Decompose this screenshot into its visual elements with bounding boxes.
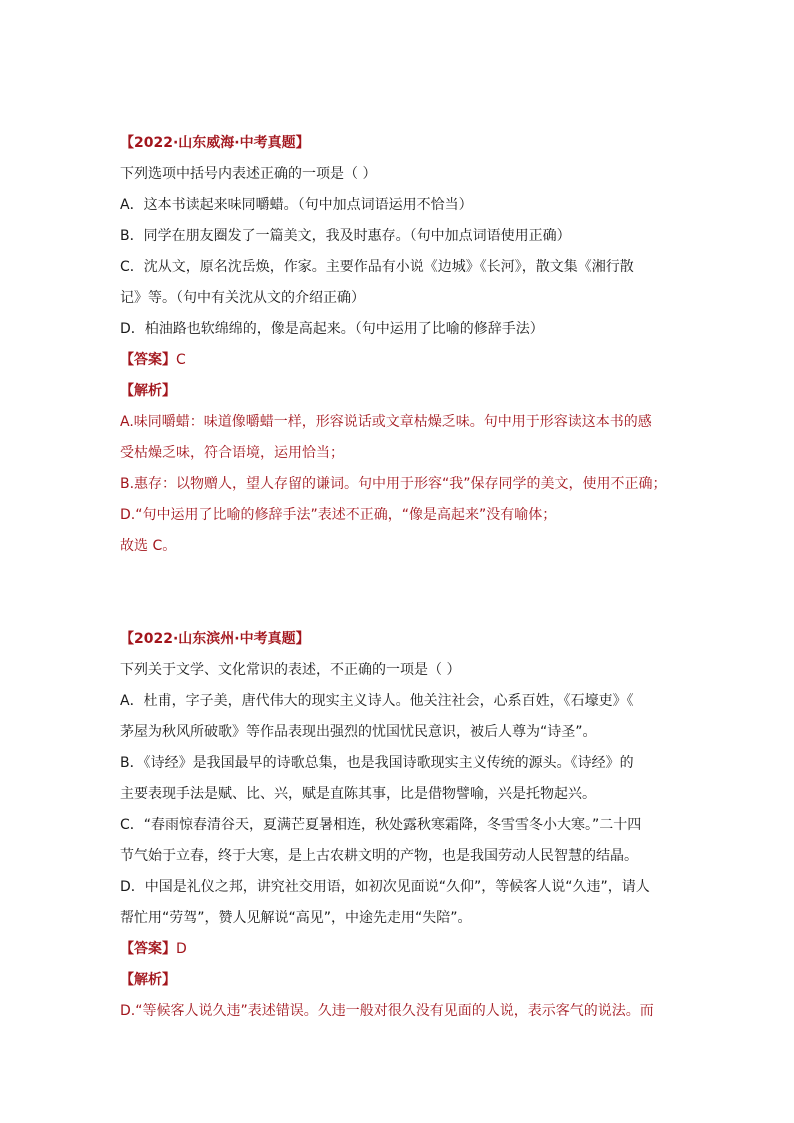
question-1-analysis-label: 【解析】 [120, 383, 176, 399]
question-2-answer [120, 934, 678, 965]
question-1-option-b: B．同学在朋友圈发了一篇美文，我及时惠存。（句中加点词语使用正确） [120, 228, 571, 244]
question-1-source-heading: 【2022·山东威海·中考真题】 [120, 135, 310, 151]
question-1-option-a: A．这本书读起来味同嚼蜡。（句中加点词语运用不恰当） [120, 197, 473, 213]
question-1-answer [120, 345, 678, 376]
question-1-stem: 下列选项中括号内表述正确的一项是（ ） [120, 166, 377, 182]
question-1-analysis-line-3: B.惠存：以物赠人，望人存留的谦词。句中用于形容“我”保存同学的美文，使用不正确； [120, 476, 667, 492]
question-2-option-b-line-1: B．《诗经》是我国最早的诗歌总集，也是我国诗歌现实主义传统的源头。《诗经》的 [120, 755, 634, 771]
answer-label: 【答案】 [120, 941, 176, 957]
answer-value: C [176, 352, 186, 368]
question-2-option-a-line-2: 茅屋为秋风所破歌》等作品表现出强烈的忧国忧民意识，被后人尊为“诗圣”。 [120, 724, 597, 740]
question-2-option-a-line-1: A．杜甫，字子美，唐代伟大的现实主义诗人。他关注社会，心系百姓，《石壕吏》《 [120, 693, 634, 709]
question-2-option-d-line-1: D．中国是礼仪之邦，讲究社交用语，如初次见面说“久仰”，等候客人说“久违”，请人 [120, 879, 650, 895]
question-2-stem: 下列关于文学、文化常识的表述，不正确的一项是（ ） [120, 662, 461, 678]
answer-label: 【答案】 [120, 352, 176, 368]
question-1-option-c-line-1: C．沈从文，原名沈岳焕，作家。主要作品有小说《边城》《长河》，散文集《湘行散 [120, 259, 634, 275]
question-2-analysis-line-1: D.“等候客人说久违”表述错误。久违一般对很久没有见面的人说，表示客气的说法。而 [120, 1003, 654, 1019]
question-1-analysis-line-1: A.味同嚼蜡：味道像嚼蜡一样，形容说话或文章枯燥乏味。句中用于形容读这本书的感 [120, 414, 652, 430]
question-1-conclusion: 故选 C。 [120, 538, 177, 554]
question-2-analysis-label: 【解析】 [120, 972, 176, 988]
question-2-option-c-line-1: C．“春雨惊春清谷天，夏满芒夏暑相连，秋处露秋寒霜降，冬雪雪冬小大寒。”二十四 [120, 817, 642, 833]
question-2-option-c-line-2: 节气始于立春，终于大寒，是上古农耕文明的产物，也是我国劳动人民智慧的结晶。 [120, 848, 638, 864]
question-1-analysis-line-2: 受枯燥乏味，符合语境，运用恰当； [120, 445, 344, 461]
document-page [120, 128, 678, 1027]
answer-value: D [176, 941, 187, 957]
question-2-option-b-line-2: 主要表现手法是赋、比、兴，赋是直陈其事，比是借物譬喻，兴是托物起兴。 [120, 786, 596, 802]
question-1-option-d: D．柏油路也软绵绵的，像是高起来。（句中运用了比喻的修辞手法） [120, 321, 544, 337]
question-2-source-heading: 【2022·山东滨州·中考真题】 [120, 631, 310, 647]
section-gap [120, 562, 678, 624]
question-1-analysis-line-4: D.“句中运用了比喻的修辞手法”表述不正确，“像是高起来”没有喻体； [120, 507, 557, 523]
question-2-option-d-line-2: 帮忙用“劳驾”，赞人见解说“高见”，中途先走用“失陪”。 [120, 910, 472, 926]
question-1-option-c-line-2: 记》等。（句中有关沈从文的介绍正确） [120, 290, 365, 306]
